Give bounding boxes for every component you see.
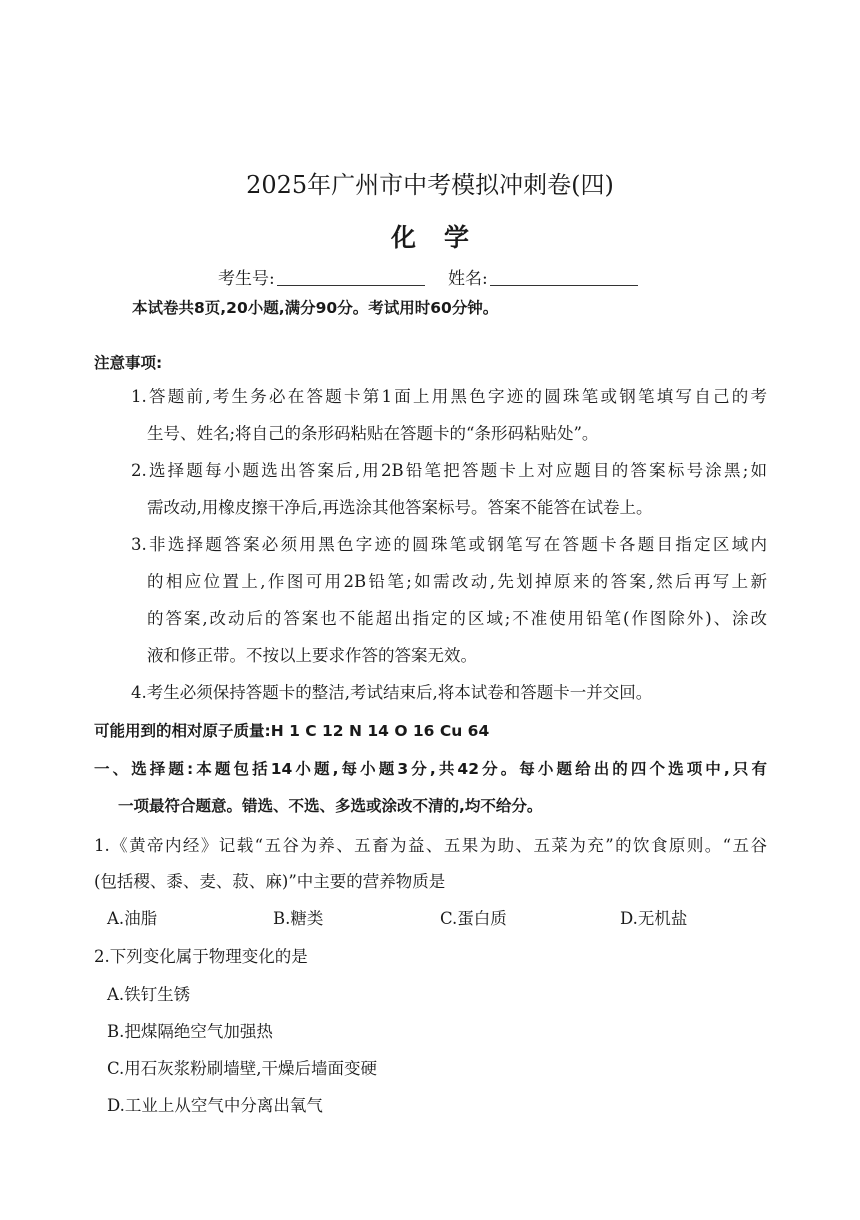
notice-item-4-line-1: 4.考生必须保持答题卡的整洁,考试结束后,将本试卷和答题卡一并交回。 bbox=[131, 683, 653, 702]
candidate-number-label: 考生号: bbox=[218, 269, 275, 289]
notice-item-3-line-1: 3.非选择题答案必须用黑色字迹的圆珠笔或钢笔写在答题卡各题目指定区域内 bbox=[131, 535, 767, 554]
notice-item-3-line-3: 的答案,改动后的答案也不能超出指定的区域;不准使用铅笔(作图除外)、涂改 bbox=[147, 609, 767, 628]
question-2-option-d[interactable]: D.工业上从空气中分离出氧气 bbox=[107, 1096, 323, 1115]
question-1-option-a[interactable]: A.油脂 bbox=[107, 909, 158, 928]
name-field[interactable] bbox=[448, 266, 638, 292]
notice-item-1-line-2: 生号、姓名;将自己的条形码粘贴在答题卡的“条形码粘贴处”。 bbox=[147, 424, 599, 443]
notice-item-2-line-2: 需改动,用橡皮擦干净后,再选涂其他答案标号。答案不能答在试卷上。 bbox=[147, 498, 653, 517]
question-2-option-b[interactable]: B.把煤隔绝空气加强热 bbox=[107, 1022, 273, 1041]
question-1-option-b[interactable]: B.糖类 bbox=[273, 909, 324, 928]
exam-title: 2025年广州市中考模拟冲刺卷(四) bbox=[246, 171, 614, 199]
notice-item-3-line-2: 的相应位置上,作图可用2B铅笔;如需改动,先划掉原来的答案,然后再写上新 bbox=[147, 572, 767, 591]
question-1-stem-line-2: (包括稷、黍、麦、菽、麻)”中主要的营养物质是 bbox=[94, 872, 446, 891]
question-2-option-c[interactable]: C.用石灰浆粉刷墙壁,干燥后墙面变硬 bbox=[107, 1059, 378, 1078]
question-2-option-a[interactable]: A.铁钉生锈 bbox=[107, 985, 191, 1004]
name-blank[interactable] bbox=[490, 267, 638, 286]
question-1-stem-line-1: 1.《黄帝内经》记载“五谷为养、五畜为益、五果为助、五菜为充”的饮食原则。“五谷 bbox=[94, 836, 767, 855]
section-1-heading-line-2: 一项最符合题意。错选、不选、多选或涂改不清的,均不给分。 bbox=[118, 797, 543, 815]
question-1-option-d[interactable]: D.无机盐 bbox=[620, 909, 688, 928]
name-label: 姓名: bbox=[448, 269, 488, 289]
question-1-option-c[interactable]: C.蛋白质 bbox=[440, 909, 507, 928]
notice-item-2-line-1: 2.选择题每小题选出答案后,用2B铅笔把答题卡上对应题目的答案标号涂黑;如 bbox=[131, 461, 767, 480]
question-2-stem: 2.下列变化属于物理变化的是 bbox=[94, 947, 308, 966]
candidate-number-field[interactable] bbox=[218, 266, 425, 292]
notice-item-3-line-4: 液和修正带。不按以上要求作答的答案无效。 bbox=[147, 646, 477, 665]
subject-title: 化学 bbox=[390, 223, 497, 252]
candidate-number-blank[interactable] bbox=[277, 267, 425, 286]
exam-info: 本试卷共8页,20小题,满分90分。考试用时60分钟。 bbox=[132, 299, 499, 317]
notice-heading: 注意事项: bbox=[94, 354, 163, 372]
section-1-heading-line-1: 一、选择题:本题包括14小题,每小题3分,共42分。每小题给出的四个选项中,只有 bbox=[94, 760, 767, 778]
notice-item-1-line-1: 1.答题前,考生务必在答题卡第1面上用黑色字迹的圆珠笔或钢笔填写自己的考 bbox=[131, 387, 767, 406]
atomic-mass-line: 可能用到的相对原子质量:H 1 C 12 N 14 O 16 Cu 64 bbox=[94, 722, 490, 740]
